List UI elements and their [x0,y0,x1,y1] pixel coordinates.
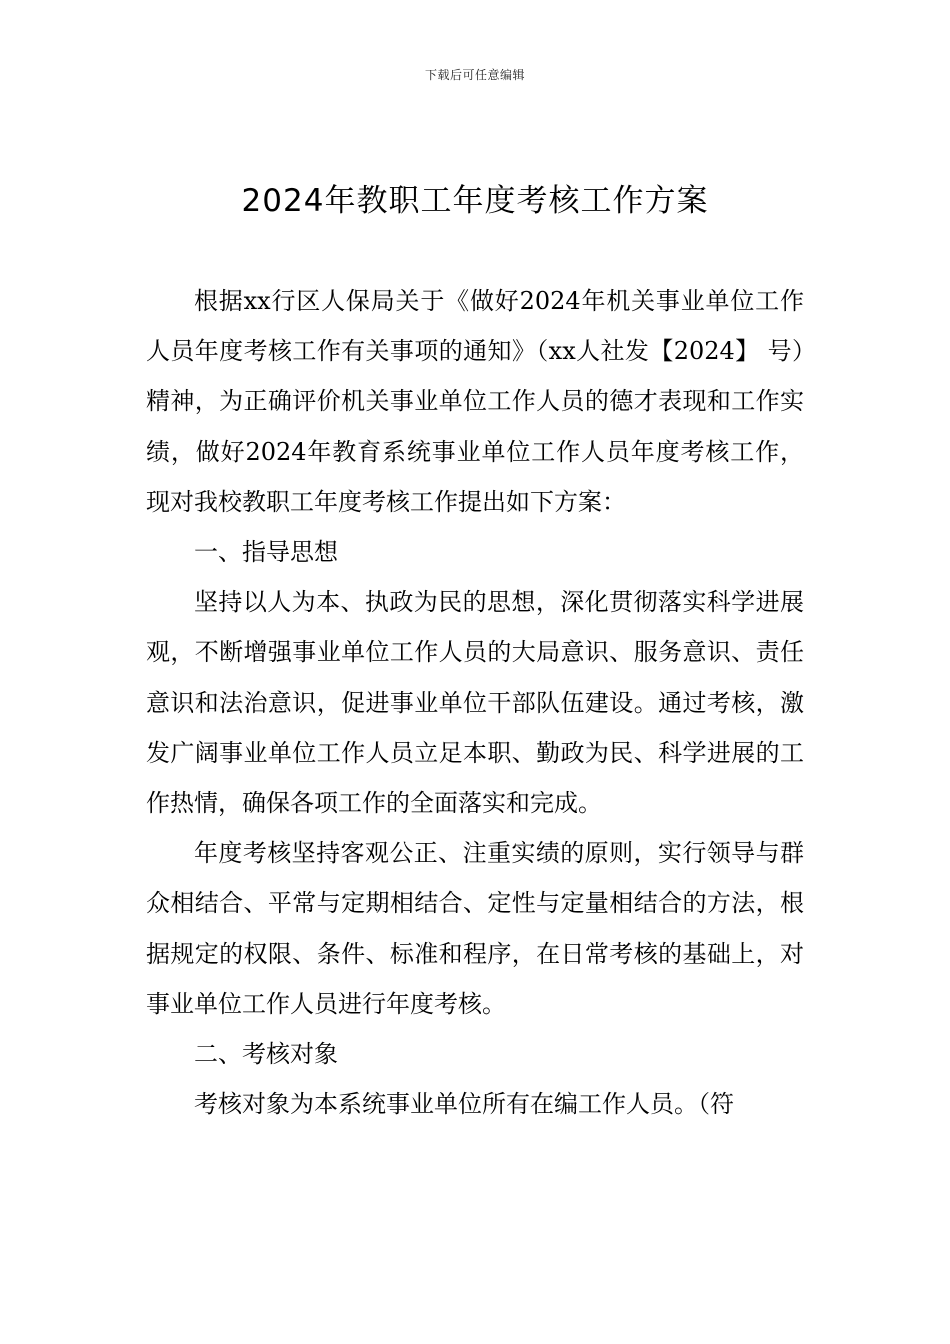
document-body [146,276,804,1129]
section-heading-guiding-ideology: 一、指导思想 [194,538,338,567]
guiding-ideology-paragraph: 坚持以人为本、执政为民的思想，深化贯彻落实科学进展观，不断增强事业单位工作人员的大局意识、服务意识、责任意识和法治意识，促进事业单位干部队伍建设。通过考核，激发广阔事业单位工作人员立足本职、勤政为民、科学进展的工作热情，确保各项工作的全面落实和完成。 [146,588,804,818]
intro-paragraph: 根据xx行区人保局关于《做好2024年机关事业单位工作人员年度考核工作有关事项的通知》（xx人社发【2024】 号）精神，为正确评价机关事业单位工作人员的德才表现和工作实绩，做好2024年教育系统事业单位工作人员年度考核工作，现对我校教职工年度考核工作提出如下方案： [146,287,804,516]
page-header-note: 下载后可任意编辑 [424,68,525,82]
section-heading-assessment-targets: 二、考核对象 [194,1040,338,1069]
document-title: 2024年教职工年度考核工作方案 [241,183,709,219]
assessment-targets-paragraph: 考核对象为本系统事业单位所有在编工作人员。（符 [194,1090,734,1119]
assessment-principle-paragraph: 年度考核坚持客观公正、注重实绩的原则，实行领导与群众相结合、平常与定期相结合、定性与定量相结合的方法，根据规定的权限、条件、标准和程序，在日常考核的基础上，对事业单位工作人员进行年度考核。 [146,839,804,1018]
